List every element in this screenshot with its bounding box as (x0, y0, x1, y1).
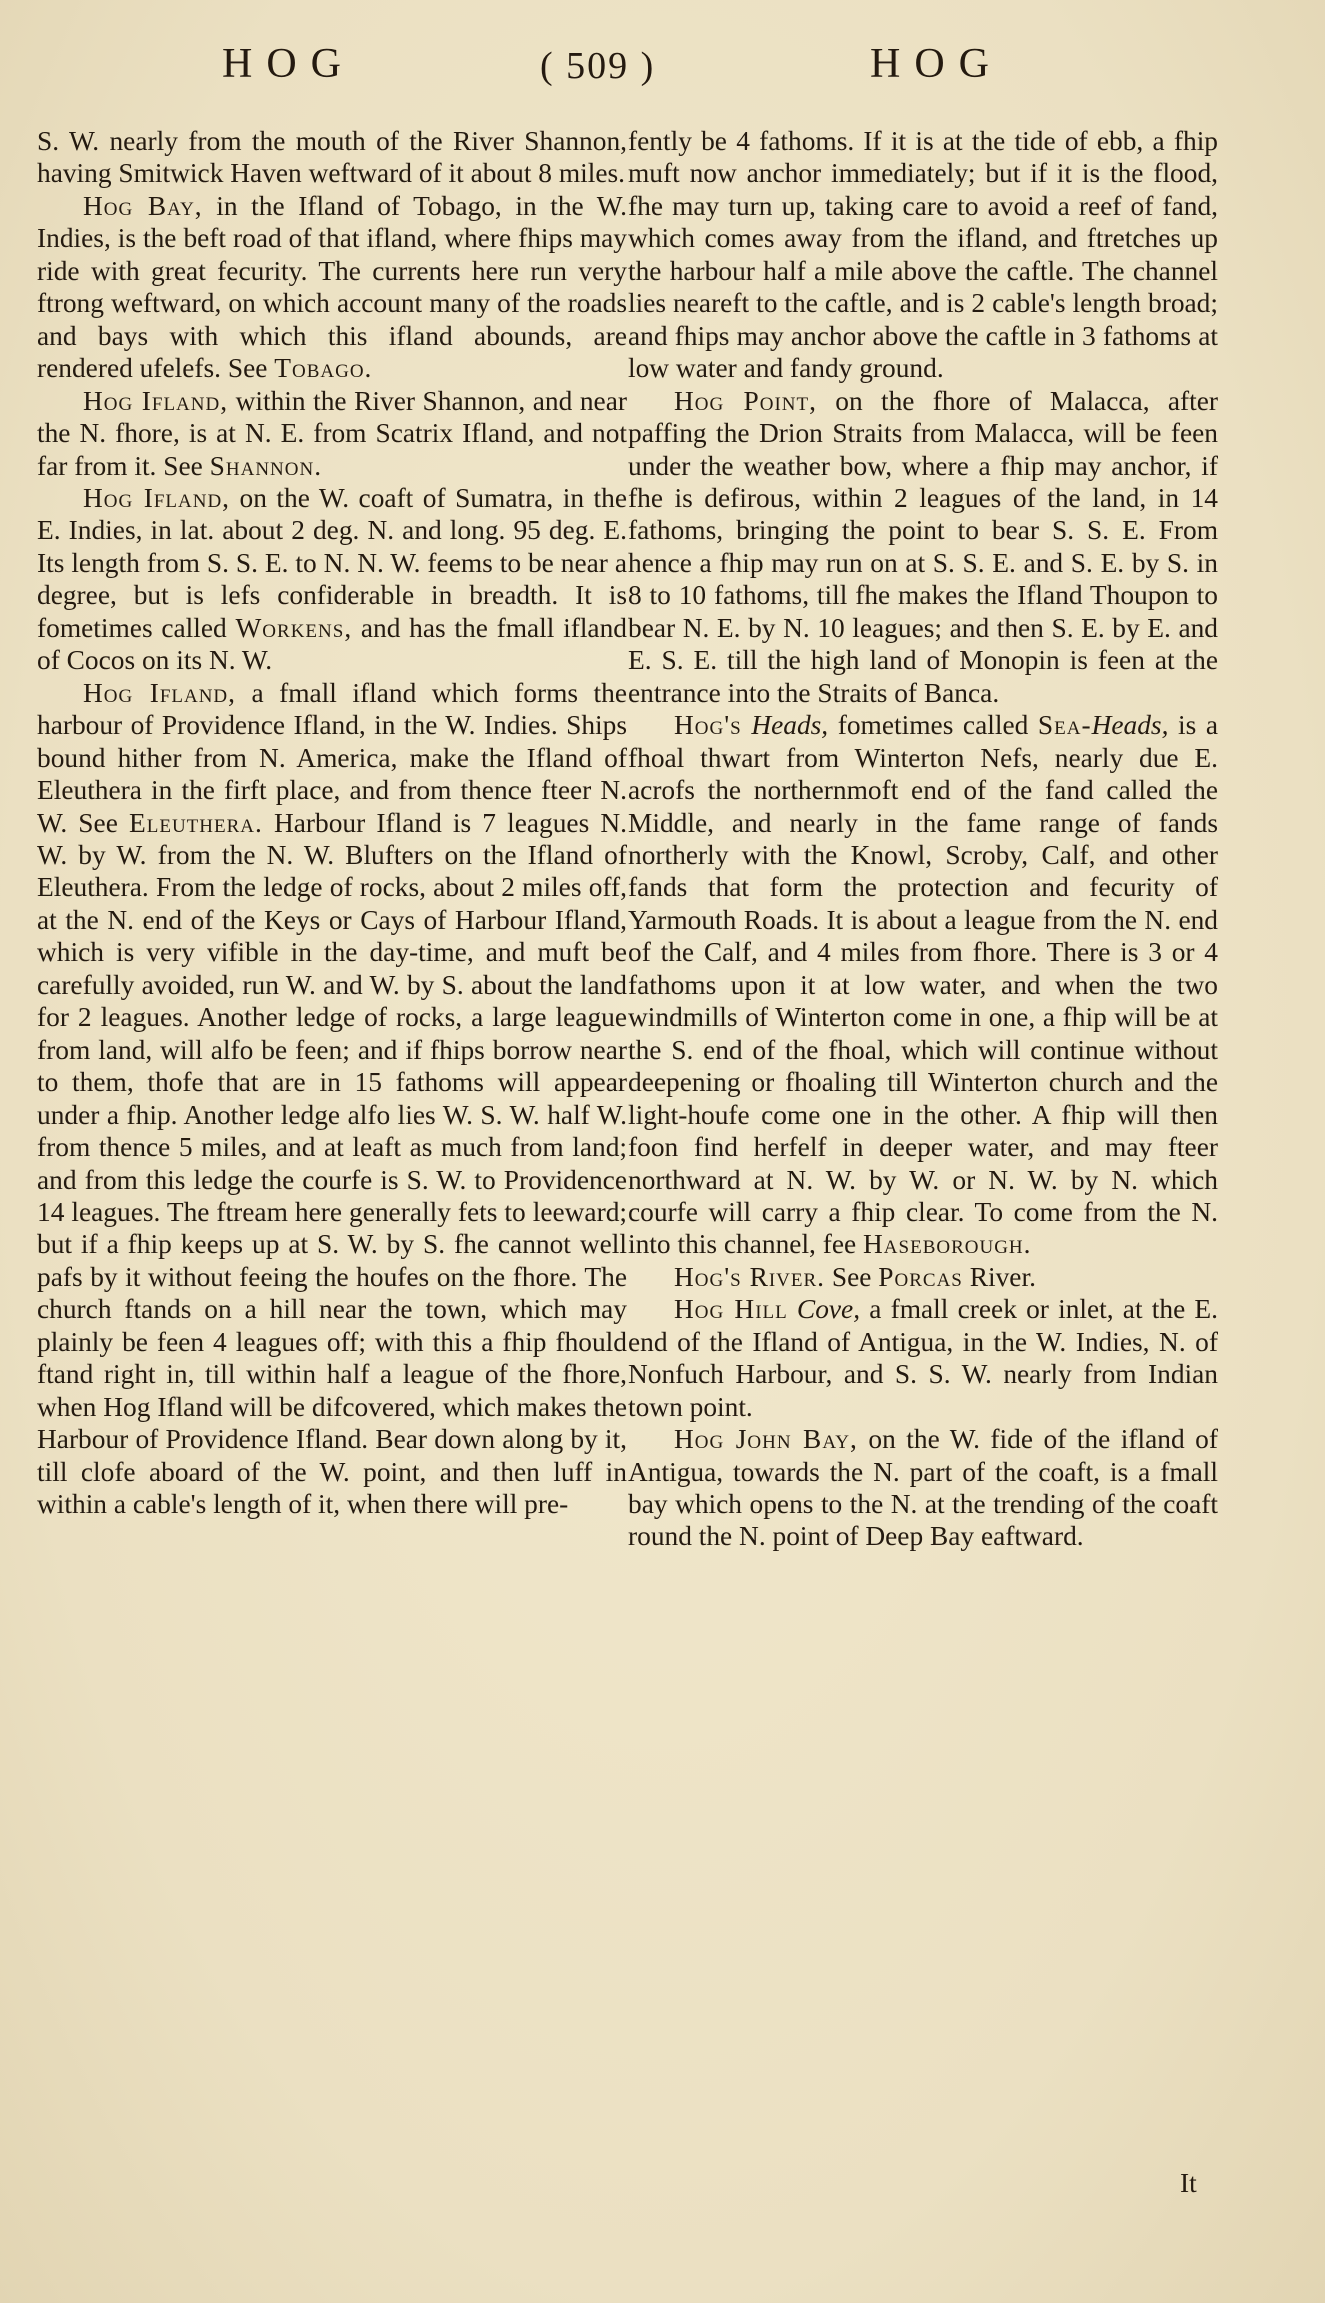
entry-text: within the River Shannon, and near the N. fhore, is at N. E. from Scatrix Ifland, and not far from it. See (37, 385, 627, 481)
cross-reference: Shannon. (209, 450, 323, 481)
entry-hog-hill-cove (628, 1293, 1218, 1423)
entry-headword: Hog John Bay, (674, 1424, 858, 1455)
entry-text: is a fhoal thwart from Winterton Nefs, nearly due E. acrofs the northernmoft end of the fand called the Middle, and nearly in the fame range of fands northerly with the Knowl, Scroby, Calf, and other fands that form the protection and fecurity of Yarmouth Roads. It is about a league from the N. end of the Calf, and 4 miles from fhore. There is 3 or 4 fathoms upon it at low water, and when the two windmills of Winterton come in one, a fhip will be at the S. end of the fhoal, which will continue without deepening or fhoaling till Winterton church and the light-houfe come one in the other. A fhip will then foon find herfelf in deeper water, and may fteer northward at N. W. by W. or N. W. by N. which courfe will carry a fhip clear. To come from the N. into this channel, fee (628, 710, 1218, 1260)
entry-text: and has the fmall ifland of Cocos on its N. W. (37, 612, 627, 676)
entry-headword: Hog's River. (674, 1261, 826, 1292)
entry-headword: Hog Hill (674, 1294, 788, 1325)
header-right: HOG (870, 41, 1003, 87)
entry-text: a fmall ifland which forms the harbour of Providence Ifland, in the W. Indies. Ships bound hither from N. America, make the Ifland of Eleuthera in the firft place, and from thence fteer N. W. See (37, 677, 627, 838)
entry-text: in the Ifland of Tobago, in the W. Indies, is the beft road of that ifland, where fhips may ride with great fecurity. The currents here run very ftrong weftward, on which account many of the roads and bays with which this ifland abounds, are rendered ufelefs. See (37, 190, 627, 384)
entry-text: on the fhore of Malacca, after paffing the Drion Straits from Malacca, will be feen under the weather bow, where a fhip may anchor, if fhe is defirous, within 2 leagues of the land, in 14 fathoms, bringing the point to bear S. S. E. From hence a fhip may run on at S. S. E. and S. E. by S. in 8 to 10 fathoms, till fhe makes the Ifland Thoupon to bear N. E. by N. 10 leagues; and then S. E. by E. and E. S. E. till the high land of Monopin is feen at the entrance into the Straits of Banca. (628, 385, 1219, 708)
entry-headword-italic: Cove, (787, 1294, 861, 1325)
entry-headword-italic: Heads, (751, 710, 829, 741)
entry-text: a fmall creek or inlet, at the E. end of the Ifland of Antigua, in the W. Indies, N. of Nonfuch Harbour, and S. S. W. nearly from Indian town point. (628, 1294, 1218, 1422)
running-header (0, 40, 1325, 110)
header-left: HOG (222, 41, 355, 87)
entry-text: See (825, 1261, 879, 1292)
cross-reference: Eleuthera. (129, 807, 263, 838)
entry-headword: Hog Ifland, (83, 677, 236, 708)
entry-hog-bay (37, 190, 627, 385)
entry-headword: Hog Ifland, (83, 385, 229, 416)
page-number: ( 509 ) (540, 45, 656, 87)
entry-headword: Hog Bay, (83, 190, 203, 221)
entry-hog-island-sumatra (37, 482, 627, 677)
cross-reference: Haseborough. (863, 1229, 1032, 1260)
entry-hog-john-bay (628, 1423, 1218, 1553)
entry-hog-point (628, 385, 1218, 710)
entry-hog-island-providence (37, 677, 627, 1521)
entry-headword: Hog Ifland, (83, 482, 231, 513)
entry-text: fometimes called (828, 710, 1038, 741)
entry-headword: Hog's (674, 710, 742, 741)
cross-reference: Tobago. (274, 353, 373, 384)
entry-text: on the W. fide of the ifland of Antigua, towards the N. part of the coaft, is a fmall bay which opens to the N. at the trending of the coaft round the N. point of Deep Bay eaftward. (628, 1424, 1218, 1552)
entry-headword: Hog Point, (674, 385, 817, 416)
entry-text: Harbour Ifland is 7 leagues N. W. by W. from the N. W. Blufters on the Ifland of Eleuthera. From the ledge of rocks, about 2 miles off, at the N. end of the Keys or Cays of Harbour Ifland, which is very vifible in the day-time, and muft be carefully avoided, run W. and W. by S. about the land for 2 leagues. Another ledge of rocks, a large league from land, will alfo be feen; and if fhips borrow near to them, thofe that are in 15 fathoms will appear under a fhip. Another ledge alfo lies W. S. W. half W. from thence 5 miles, and at leaft as much from land; and from this ledge the courfe is S. W. to Providence 14 leagues. The ftream here generally fets to leeward; but if a fhip keeps up at S. W. by S. fhe cannot well pafs by it without feeing the houfes on the fhore. The church ftands on a hill near the town, which may plainly be feen 4 leagues off; with this a fhip fhould ftand right in, till within half a league of the fhore, when Hog Ifland will be difcovered, which makes the Harbour of Providence Ifland. Bear down along by it, till clofe aboard of the W. point, and then luff in within a cable's length of it, when there will pre- (37, 807, 627, 1520)
cross-reference: Porcas (878, 1261, 963, 1292)
entry-italic: Heads, (1091, 710, 1169, 741)
cross-reference: Sea- (1037, 710, 1092, 741)
entry-continued: S. W. nearly from the mouth of the River Shannon, having Smitwick Haven weftward of it about 8 miles. (37, 126, 627, 189)
catchword: It (1180, 2168, 1197, 2198)
cross-reference: Workens, (235, 612, 353, 643)
entry-text: River. (962, 1261, 1036, 1292)
right-column (628, 125, 1218, 1553)
entry-hogs-heads (628, 709, 1218, 1261)
entry-continued: fently be 4 fathoms. If it is at the tide of ebb, a fhip muft now anchor immediately; but if it is the flood, fhe may turn up, taking care to avoid a reef of fand, which comes away from the ifland, and ftretches up the harbour half a mile above the caftle. The channel lies neareft to the caftle, and is 2 cable's length broad; and fhips may anchor above the caftle in 3 fathoms at low water and fandy ground. (628, 126, 1218, 384)
left-column (37, 125, 627, 1520)
entry-hog-island-shannon (37, 385, 627, 482)
entry-text: on the W. coaft of Sumatra, in the E. Indies, in lat. about 2 deg. N. and long. 95 deg. E. Its length from S. S. E. to N. N. W. feems to be near a degree, but is lefs confiderable in breadth. It is fometimes called (37, 482, 627, 643)
entry-hogs-river (628, 1261, 1218, 1293)
